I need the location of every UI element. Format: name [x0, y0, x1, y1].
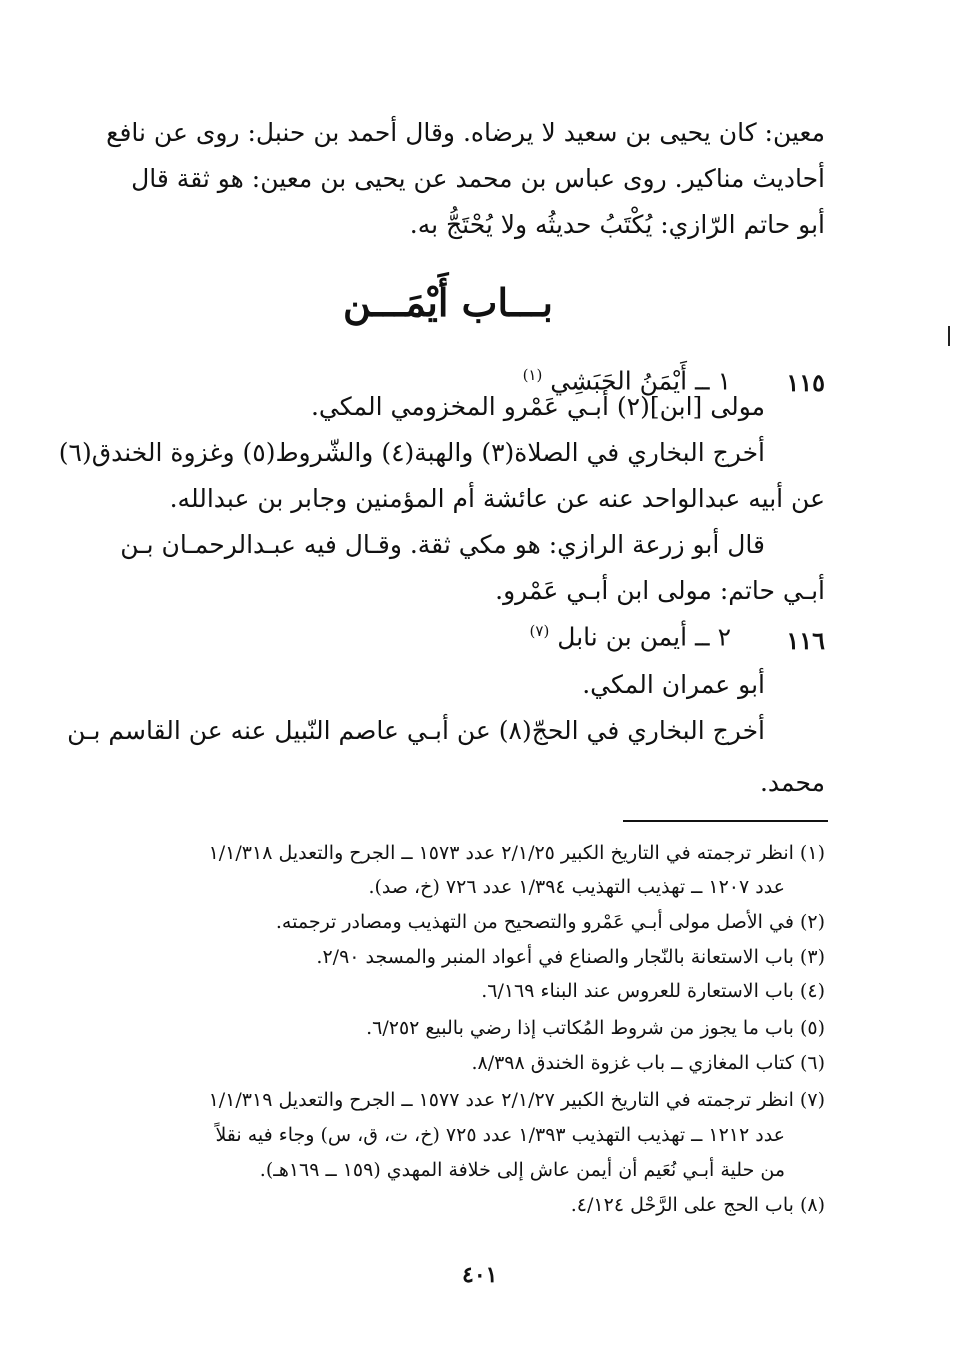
text-line: مولى [ابن](٢) أبـي عَمْرو المخزومي المكي.: [310, 392, 765, 421]
text-line: معين: كان يحيى بن سعيد لا يرضاه. وقال أحمد بن حنبل: روى عن نافع: [106, 118, 825, 147]
text-line: أخرج البخاري في الصلاة(٣) والهبة(٤) والشّروط(٥) وغزوة الخندق(٦): [58, 438, 765, 467]
entry-title-text: ١ ــ أَيْمَنُ الحَبَشِي: [550, 366, 731, 396]
footnote: (١) انظر ترجمته في التاريخ الكبير ٢/١/٢٥ عدد ١٥٧٣ ــ الجرح والتعديل ١/١/٣١٨: [208, 842, 825, 864]
footnote: (٥) باب ما يجوز من شروط المُكاتب إذا رضي بالبيع ٦/٢٥٢.: [366, 1017, 825, 1039]
section-heading: بـــاب أَيْمَـــن: [343, 280, 553, 325]
text-line: أبو حاتم الرّازي: يُكْتَبُ حديثُه ولا يُحْتَجُّ به.: [409, 210, 825, 239]
footnote: من حلية أبـي نُعَيم أن أيمن عاش إلى خلافة المهدي (١٥٩ ــ ١٦٩هـ).: [259, 1159, 785, 1181]
entry-title-text: ٢ ــ أيمن بن نابل: [557, 622, 731, 652]
text-line: محمد.: [759, 768, 825, 797]
text-line: أحاديث مناكير. روى عباس بن محمد عن يحيى بن معين: هو ثقة قال: [131, 164, 825, 193]
entry-number: ١١٦: [786, 626, 825, 655]
page-number: ٤٠١: [462, 1262, 498, 1288]
note-ref: (٧): [529, 622, 550, 640]
text-line: أبو عمران المكي.: [582, 670, 765, 699]
footnote: (٧) انظر ترجمته في التاريخ الكبير ٢/١/٢٧ عدد ١٥٧٧ ــ الجرح والتعديل ١/١/٣١٩: [208, 1089, 825, 1111]
footnote: (٨) باب الحج على الرَّحْل ٤/١٢٤.: [570, 1194, 825, 1216]
footnote: (٣) باب الاستعانة بالنّجار والصناع في أعواد المنبر والمسجد ٢/٩٠.: [316, 946, 825, 968]
text-line: قال أبو زرعة الرازي: هو مكي ثقة. وقـال فيه عبـدالرحمـان بـن: [120, 530, 765, 559]
text-line: عن أبيه عبدالواحد عنه عن عائشة أم المؤمنين وجابر بن عبدالله.: [169, 484, 825, 513]
footnote: (٤) باب الاستعارة للعروس عند البناء ٦/١٦٩.: [481, 980, 825, 1002]
footnote: عدد ١٢١٢ ــ تهذيب التهذيب ١/٣٩٣ عدد ٧٢٥ (خ، ت، ق، س) وجاء فيه نقلاً: [215, 1124, 785, 1146]
footnote: عدد ١٢٠٧ ــ تهذيب التهذيب ١/٣٩٤ عدد ٧٢٦ (خ، صد).: [368, 876, 785, 898]
entry-number: ١١٥: [786, 368, 825, 397]
text-line: أبـي حاتم: مولى ابن أبـي عَمْرو.: [495, 576, 825, 605]
footnote: (٦) كتاب المغازي ــ باب غزوة الخندق ٨/٣٩٨.: [471, 1052, 825, 1074]
note-ref: (١): [522, 366, 543, 384]
text-line: أخرج البخاري في الحجّ(٨) عن أبـي عاصم النّبيل عنه عن القاسم بـن: [67, 716, 765, 745]
margin-mark: [948, 326, 950, 346]
footnote: (٢) في الأصل مولى أبـي عَمْرو والتصحيح من التهذيب ومصادر ترجمته.: [275, 911, 825, 933]
entry-title: [530, 622, 731, 651]
entry-title: [523, 366, 731, 395]
footnote-separator: [623, 820, 828, 822]
